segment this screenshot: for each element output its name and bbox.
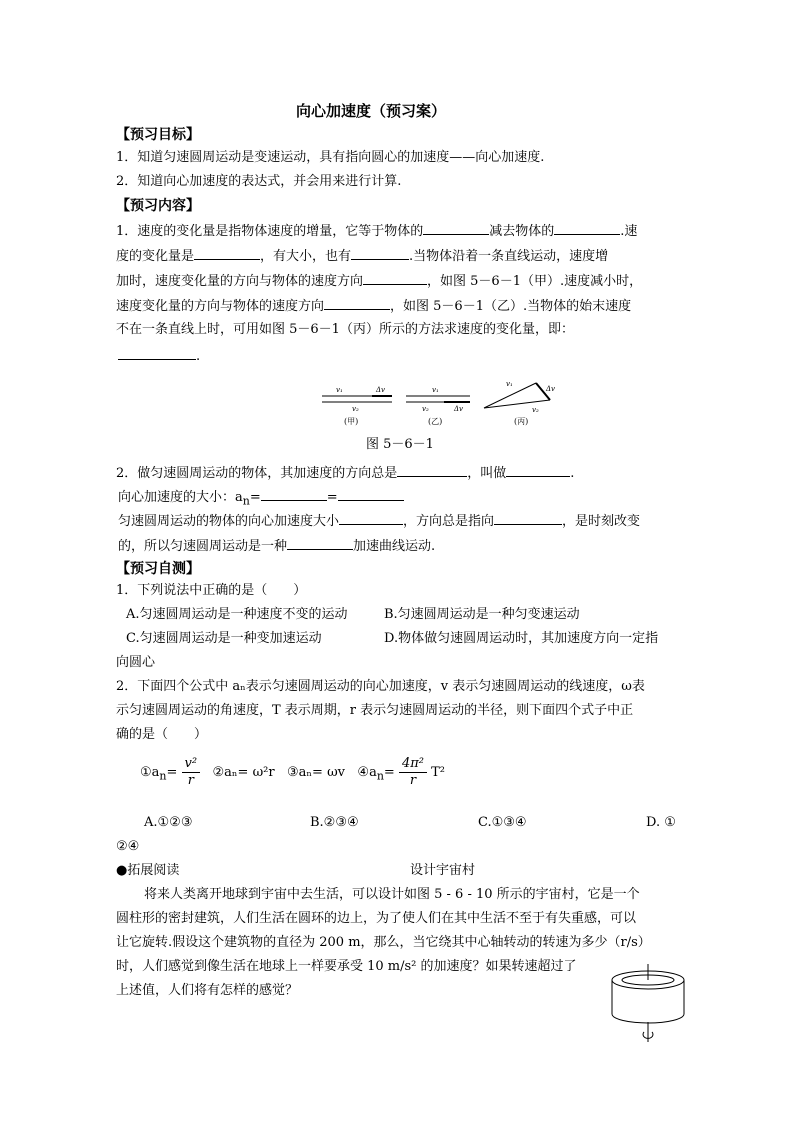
blank [351,246,409,260]
content1-line3 [116,271,642,291]
reading-p1: 将来人类离开地球到宇宙中去生活，可以设计如图 5 - 6 - 10 所示的宇宙村，它是一个 [144,887,640,902]
content2-line1 [116,463,574,483]
text: ，是时刻改变 [562,514,641,529]
reading-p3: 让它旋转.假设这个建筑物的直径为 200 m，那么，当它绕其中心轴转动的转速为多少（r/s） [116,935,651,950]
text: . [570,466,575,481]
page-title: 向心加速度（预习案） [296,102,447,120]
formula-1-prefix: ①a [140,765,160,780]
blank [194,246,260,260]
text: 1．速度的变化量是指物体速度的增量，它等于物体的 [116,224,424,239]
blank [363,271,427,285]
bing-v2-label: v₂ [532,406,539,414]
text: 加速曲线运动. [353,539,436,554]
blank [423,221,489,235]
q2-formulas [140,756,445,789]
q2-option-d: D. ① [646,815,676,830]
bing-v2-arrow [484,400,550,408]
text: 2．做匀速圆周运动的物体，其加速度的方向总是 [116,466,398,481]
velocity-change-figure [316,378,572,432]
text: ，方向总是指向 [403,514,495,529]
section-self-test-heading: 【预习自测】 [116,561,200,577]
content1-line5: 不在一条直线上时，可用如图 5－6－1（丙）所示的方法求速度的变化量，即： [116,322,574,337]
q1-option-a: A.匀速圆周运动是一种速度不变的运动 [126,607,348,622]
equals: = [166,765,178,780]
reading-p2: 圆柱形的密封建筑，人们生活在圆环的边上，为了使人们在其中生活不至于有失重感，可以 [116,911,637,926]
yi-v1-label: v₁ [432,386,439,394]
goal-2: 2．知道向心加速度的表达式，并会用来进行计算. [116,174,402,189]
text: 向心加速度的大小：a [118,490,243,505]
q2-option-c: C.①③④ [478,815,527,830]
q2-line1: 2．下面四个公式中 aₙ表示匀速圆周运动的向心加速度，v 表示匀速圆周运动的线速度，ω表 [116,679,645,694]
space-village-cylinder-figure [604,962,692,1044]
content1-line4 [116,296,631,316]
q2-option-a: A.①②③ [144,815,193,830]
fraction-4 [399,756,427,789]
content2-line4 [118,536,435,556]
yi-dv-label: Δv [454,405,464,413]
reading-p4: 时，人们感觉到像生活在地球上一样要承受 10 m/s² 的加速度？如果转速超过了 [116,959,577,974]
blank [118,346,196,360]
q2-line2: 示匀速圆周运动的角速度，T 表示周期，r 表示匀速圆周运动的半径，则下面四个式子中正 [116,703,634,718]
goal-1: 1．知道匀速圆周运动是变速运动，具有指向圆心的加速度——向心加速度. [116,150,545,165]
yi-v2-label: v₂ [422,405,429,413]
reading-p5: 上述值，人们将有怎样的感觉？ [116,983,299,998]
formula-4-suffix: T² [431,765,446,780]
bing-v1-label: v₁ [506,380,513,388]
bing-dv-label: Δv [546,385,556,393]
subscript: n [242,494,250,508]
section-content-heading: 【预习内容】 [116,198,200,214]
jia-v1-label: v₁ [336,386,343,394]
blank [506,463,570,477]
bing-label: (丙) [514,417,529,426]
yi-label: (乙) [428,417,443,426]
denominator: r [187,773,194,788]
text: = [249,490,261,505]
blank [554,221,620,235]
content1-line2 [116,246,608,266]
q2-line3: 确的是（ ） [116,727,208,742]
text: 减去物体的 [489,224,555,239]
blank [338,487,404,501]
blank [339,511,403,525]
numerator: v² [182,756,201,773]
blank [397,463,467,477]
text: .速 [620,224,638,239]
content2-line2 [118,487,404,511]
blank [261,487,327,501]
jia-label: (甲) [344,417,359,426]
jia-dv-label: Δv [376,386,386,394]
blank [324,296,390,310]
blank [287,536,353,550]
numerator: 4π² [399,756,427,773]
figure-caption: 图 5－6－1 [366,437,434,452]
q1-option-d-cont: 向圆心 [116,655,156,670]
equals: = [383,765,395,780]
text: 的，所以匀速圆周运动是一种 [118,539,288,554]
text: 速度变化量的方向与物体的速度方向 [116,299,325,314]
q2-option-d-cont: ②④ [116,839,140,854]
q2-option-b: B.②③④ [310,815,359,830]
text: 匀速圆周运动的物体的向心加速度大小 [118,514,340,529]
text: ，有大小，也有 [260,249,352,264]
formula-3: ③aₙ= ωv [287,765,346,780]
cylinder-bottom [612,1014,684,1023]
section-goals-heading: 【预习目标】 [116,127,200,143]
jia-v2-label: v₂ [352,405,359,413]
content2-line3 [118,511,640,531]
text: 度的变化量是 [116,249,195,264]
content1-line6 [118,346,200,366]
content1-line1 [116,221,637,241]
text: 加时，速度变化量的方向与物体的速度方向 [116,274,364,289]
text: ，如图 5－6－1（乙）.当物体的始末速度 [390,299,632,314]
q1-option-b: B.匀速圆周运动是一种匀变速运动 [384,607,580,622]
text: ，如图 5－6－1（甲）.速度减小时， [427,274,643,289]
subscript: n [376,769,384,783]
formula-4-prefix: ④a [357,765,377,780]
q1-stem: 1．下列说法中正确的是（ ） [116,583,307,598]
text: = [326,490,338,505]
q1-option-d: D.物体做匀速圆周运动时，其加速度方向一定指 [384,631,659,646]
text: ，叫做 [467,466,507,481]
denominator: r [409,773,417,788]
reading-label: ●拓展阅读 [116,863,180,878]
blank [494,511,562,525]
subscript: n [159,769,167,783]
text: .当物体沿着一条直线运动，速度增 [409,249,609,264]
reading-title: 设计宇宙村 [410,863,476,878]
q1-option-c: C.匀速圆周运动是一种变加速运动 [126,631,322,646]
text: . [196,349,201,364]
fraction-1 [182,756,201,789]
formula-2: ②aₙ= ω²r [212,765,275,780]
